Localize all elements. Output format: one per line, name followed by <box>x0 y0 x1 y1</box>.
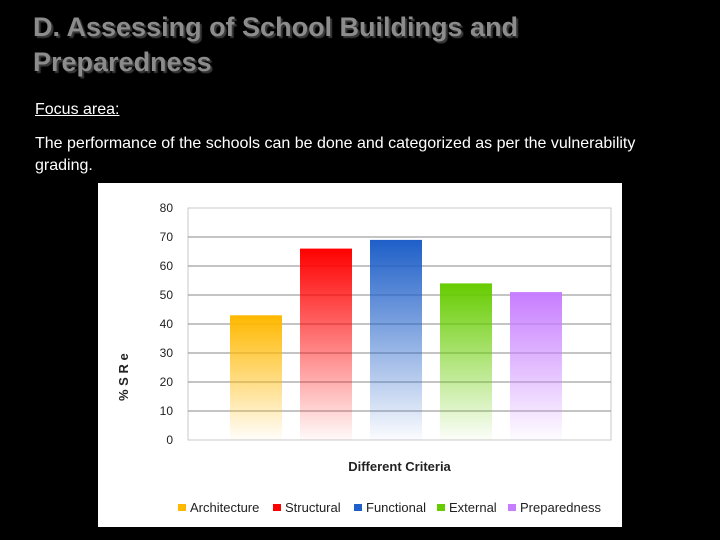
legend-label-structural: Structural <box>285 500 341 515</box>
legend-swatch-architecture <box>178 504 186 511</box>
slide-title: D. Assessing of School Buildings and Preparedness <box>33 12 519 77</box>
legend-swatch-preparedness <box>508 504 516 511</box>
legend-label-external: External <box>449 500 497 515</box>
y-tick-label: 40 <box>159 317 173 331</box>
chart-panel <box>98 183 622 527</box>
y-tick-label: 50 <box>159 288 173 302</box>
focus-area-text: The performance of the schools can be done and categorized as per the vulnerability grading. <box>35 135 636 174</box>
bar-preparedness <box>510 292 562 440</box>
y-tick-label: 80 <box>159 201 173 215</box>
y-tick-label: 30 <box>159 346 173 360</box>
focus-area-label: Focus area: <box>35 101 120 118</box>
legend-label-functional: Functional <box>366 500 426 515</box>
bar-functional <box>370 240 422 440</box>
bar-architecture <box>230 315 282 440</box>
x-axis-label: Different Criteria <box>348 459 451 474</box>
y-tick-label: 10 <box>159 404 173 418</box>
bar-external <box>440 283 492 440</box>
bar-structural <box>300 249 352 440</box>
y-axis-label: % S R e <box>116 353 131 401</box>
y-tick-label: 60 <box>159 259 173 273</box>
legend-label-architecture: Architecture <box>190 500 260 515</box>
legend-swatch-functional <box>354 504 362 511</box>
bar-chart <box>98 183 622 527</box>
legend-label-preparedness: Preparedness <box>520 500 601 515</box>
y-tick-label: 20 <box>159 375 173 389</box>
y-tick-label: 70 <box>159 230 173 244</box>
legend-swatch-external <box>437 504 445 511</box>
y-tick-label: 0 <box>166 433 173 447</box>
legend-swatch-structural <box>273 504 281 511</box>
